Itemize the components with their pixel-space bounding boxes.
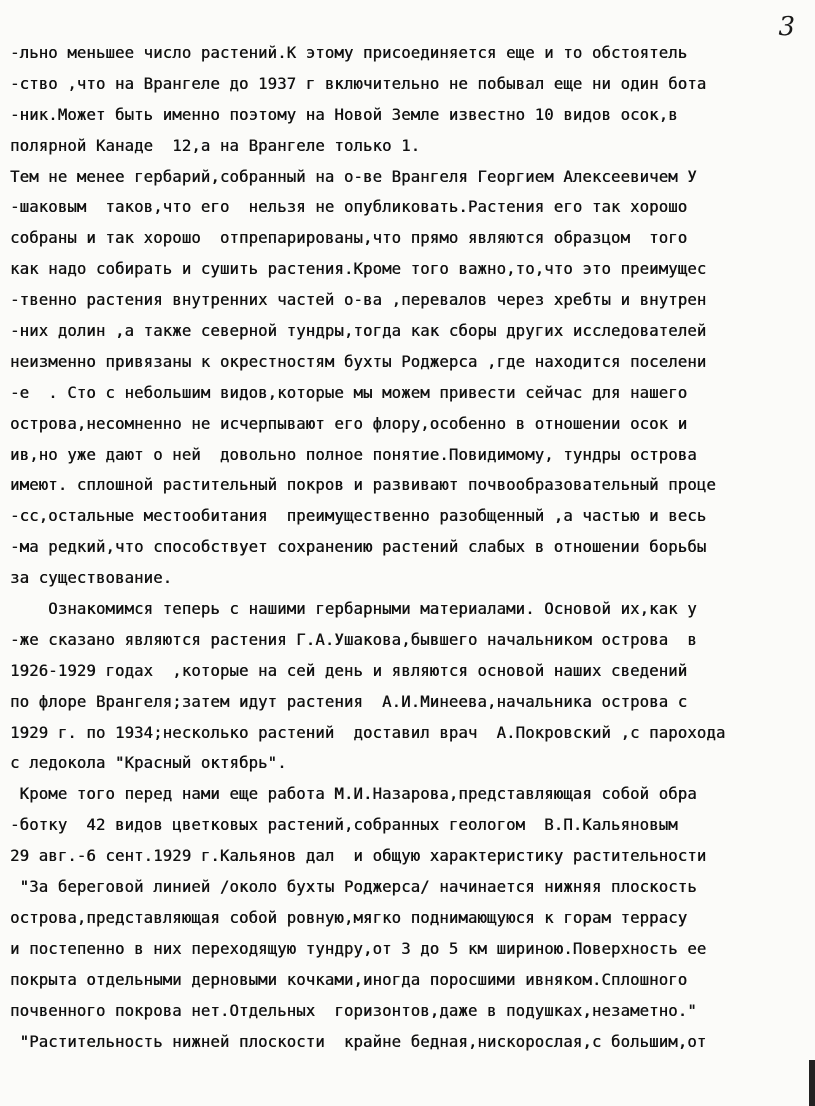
text-line: Тем не менее гербарий,собранный на о-ве Врангеля Георгием Алексеевичем У xyxy=(10,167,697,186)
text-line: -ма редкий,что способствует сохранению растений слабых в отношении борьбы xyxy=(10,538,707,557)
text-line: -льно меньшее число растений.К этому присоединяется еще и то обстоятель xyxy=(10,44,688,62)
text-line: -шаковым таков,что его нельзя не опубликовать.Растения его так хорошо xyxy=(10,198,688,217)
text-line: -твенно растения внутренних частей о-ва ,перевалов через хребты и внутрен xyxy=(10,291,707,310)
text-line: ив,но уже дают о ней довольно полное понятие.Повидимому, тундры острова xyxy=(10,445,697,464)
text-line: "Растительность нижней плоскости крайне бедная,нискорослая,с большим,от xyxy=(10,1032,707,1051)
text-line: неизменно привязаны к окрестностям бухты Роджерса ,где находится поселени xyxy=(10,352,707,371)
page-number: 3 xyxy=(778,12,795,42)
text-line: 1929 г. по 1934;несколько растений доставил врач А.Покровский ,с парохода xyxy=(10,723,726,742)
text-line: собраны и так хорошо отпрепарированы,что прямо являются образцом того xyxy=(10,229,688,248)
text-line: по флоре Врангеля;затем идут растения А.И.Минеева,начальника острова с xyxy=(10,692,688,711)
scan-edge-shadow xyxy=(809,1060,815,1106)
text-line: -же сказано являются растения Г.А.Ушакова,бывшего начальником острова в xyxy=(10,630,697,649)
text-line: 29 авг.-6 сент.1929 г.Кальянов дал и общую характеристику растительности xyxy=(10,847,707,866)
text-line: за существование. xyxy=(10,569,173,588)
text-line: -е . Сто с небольшим видов,которые мы можем привести сейчас для нашего xyxy=(10,383,688,402)
text-line: как надо собирать и сушить растения.Кроме того важно,то,что это преимущес xyxy=(10,260,707,279)
text-line: -ник.Может быть именно поэтому на Новой Земле известно 10 видов осок,в xyxy=(10,105,678,124)
text-line: Ознакомимся теперь с нашими гербарными материалами. Основой их,как у xyxy=(10,600,697,619)
text-line: 1926-1929 годах ,которые на сей день и являются основой наших сведений xyxy=(10,661,688,680)
text-line: Кроме того перед нами еще работа М.И.Назарова,представляющая собой обра xyxy=(10,785,697,804)
text-line: -сс,остальные местообитания преимущественно разобщенный ,а частью и весь xyxy=(10,507,707,526)
text-line: имеют. сплошной растительный покров и развивают почвообразовательный проце xyxy=(10,476,716,495)
text-line: острова,несомненно не исчерпывают его флору,особенно в отношении осок и xyxy=(10,414,688,433)
text-line: полярной Канаде 12,а на Врангеле только 1. xyxy=(10,136,421,155)
text-line: -ство ,что на Врангеле до 1937 г включительно не побывал еще ни один бота xyxy=(10,74,707,93)
text-line: с ледокола "Красный октябрь". xyxy=(10,754,287,773)
text-line: -ботку 42 видов цветковых растений,собранных геологом В.П.Кальяновым xyxy=(10,816,678,835)
text-line: -них долин ,а также северной тундры,тогда как сборы других исследователей xyxy=(10,322,707,341)
text-line: и постепенно в них переходящую тундру,от 3 до 5 км шириною.Поверхность ее xyxy=(10,939,707,958)
text-line: почвенного покрова нет.Отдельных горизонтов,даже в подушках,незаметно." xyxy=(10,1001,697,1020)
text-line: "За береговой линией /около бухты Роджерса/ начинается нижняя плоскость xyxy=(10,878,697,897)
text-line: острова,представляющая собой ровную,мягко поднимающуюся к горам террасу xyxy=(10,908,688,927)
text-line: покрыта отдельными дерновыми кочками,иногда поросшими ивняком.Сплошного xyxy=(10,970,688,989)
typewritten-text xyxy=(10,38,810,1057)
